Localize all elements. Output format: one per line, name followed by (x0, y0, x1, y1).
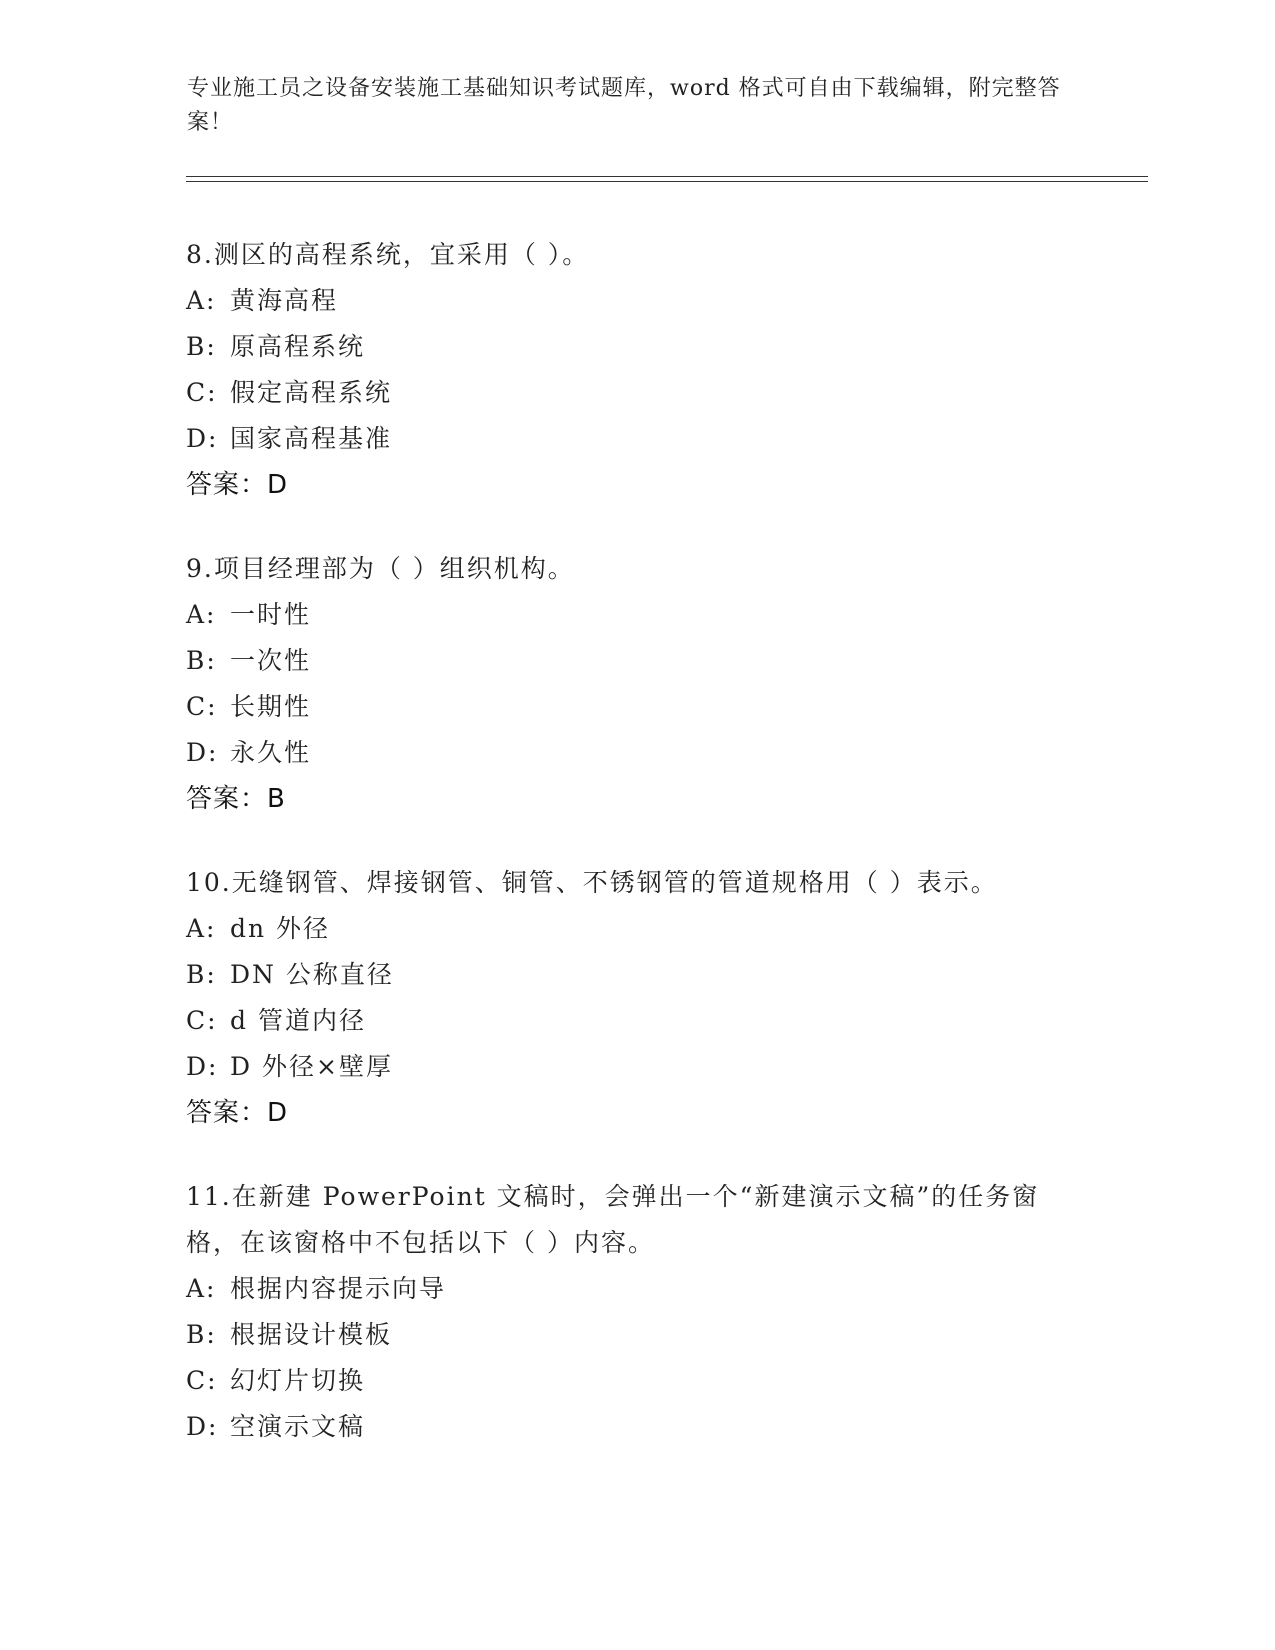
option-letter: D: (186, 1052, 219, 1081)
option-letter: B: (186, 646, 217, 675)
option-c (186, 998, 1086, 1044)
option-letter: B: (186, 1320, 217, 1349)
option-text: 永久性 (230, 738, 312, 767)
option-b (186, 1312, 1086, 1358)
question-8 (186, 232, 1086, 508)
option-letter: B: (186, 332, 217, 361)
question-text: 10.无缝钢管、焊接钢管、铜管、不锈钢管的管道规格用（ ）表示。 (186, 868, 998, 897)
option-d (186, 416, 1086, 462)
option-a (186, 278, 1086, 324)
option-c (186, 370, 1086, 416)
question-11 (186, 1174, 1086, 1450)
option-letter: A: (186, 286, 217, 315)
option-letter: A: (186, 600, 217, 629)
question-text: 9.项目经理部为（ ）组织机构。 (186, 554, 575, 583)
option-b (186, 952, 1086, 998)
answer-line: 答案：D (186, 1098, 289, 1128)
option-text: 原高程系统 (230, 332, 366, 361)
option-letter: A: (186, 1274, 217, 1303)
option-text: 空演示文稿 (230, 1412, 366, 1441)
question-9 (186, 546, 1086, 822)
header-divider-top (186, 176, 1148, 177)
option-a (186, 592, 1086, 638)
option-text: dn 外径 (230, 914, 331, 943)
option-a (186, 906, 1086, 952)
option-text: 根据设计模板 (230, 1320, 393, 1349)
question-10 (186, 860, 1086, 1136)
answer-line: 答案：B (186, 784, 286, 814)
option-letter: C: (186, 1366, 218, 1395)
option-text: 国家高程基准 (230, 424, 393, 453)
option-letter: C: (186, 692, 218, 721)
option-d (186, 1404, 1086, 1450)
question-text: 11.在新建 PowerPoint 文稿时，会弹出一个“新建演示文稿”的任务窗格，在该窗格中不包括以下（ ）内容。 (186, 1182, 1040, 1257)
option-b (186, 324, 1086, 370)
option-letter: D: (186, 738, 219, 767)
option-letter: B: (186, 960, 217, 989)
answer-line: 答案：D (186, 470, 289, 500)
option-text: D 外径×壁厚 (230, 1052, 393, 1081)
option-letter: D: (186, 1412, 219, 1441)
option-c (186, 1358, 1086, 1404)
option-text: DN 公称直径 (230, 960, 394, 989)
option-letter: C: (186, 1006, 218, 1035)
question-text: 8.测区的高程系统，宜采用（ ）。 (186, 240, 590, 269)
option-text: 长期性 (230, 692, 312, 721)
option-text: 黄海高程 (230, 286, 339, 315)
option-a (186, 1266, 1086, 1312)
option-d (186, 730, 1086, 776)
option-text: d 管道内径 (230, 1006, 366, 1035)
option-letter: C: (186, 378, 218, 407)
option-text: 根据内容提示向导 (230, 1274, 447, 1303)
option-text: 幻灯片切换 (230, 1366, 366, 1395)
option-text: 一次性 (230, 646, 312, 675)
option-d (186, 1044, 1086, 1090)
option-b (186, 638, 1086, 684)
option-c (186, 684, 1086, 730)
option-text: 一时性 (230, 600, 312, 629)
question-list (186, 232, 1086, 1488)
header-divider-bottom (186, 181, 1148, 182)
option-text: 假定高程系统 (230, 378, 393, 407)
option-letter: D: (186, 424, 219, 453)
option-letter: A: (186, 914, 217, 943)
document-header: 专业施工员之设备安装施工基础知识考试题库，word 格式可自由下载编辑，附完整答案！ (187, 76, 1061, 135)
